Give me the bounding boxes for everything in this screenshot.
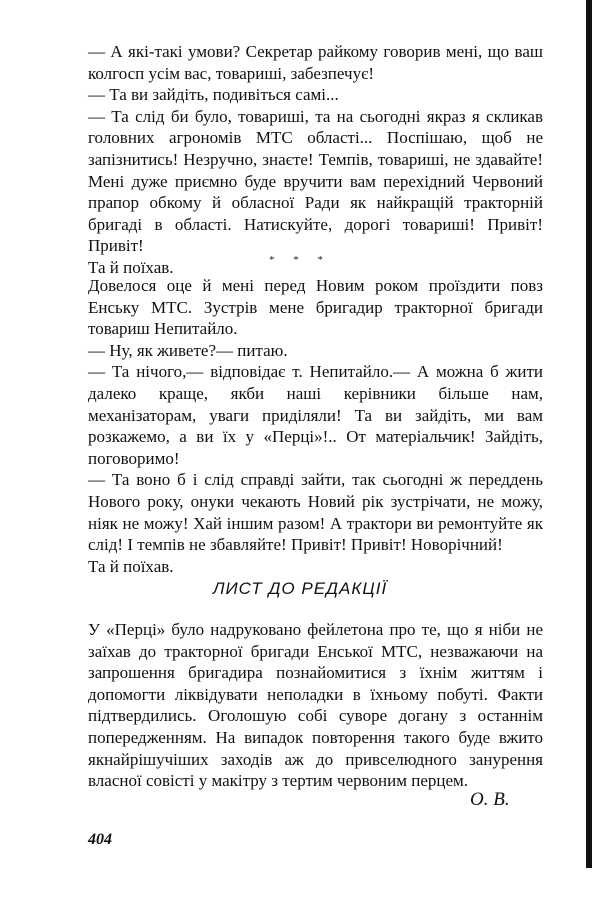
paragraph: Та й поїхав.: [88, 556, 174, 576]
letter-block: [88, 619, 543, 792]
paragraph: — Та слід би було, товариші, та на сьогодні якраз я скликав головних агрономів МТС області... Поспішаю, щоб не запізнитись! Незручно, знаєте! Темпів, товариші, не здавайте! Мені дуже приємно буде вручити вам перехідний Червоний прапор обкому й обласної Ради як найкращій тракторній бригаді в області. Натискуйте, дорогі товариші! Привіт! Привіт!: [88, 106, 543, 256]
paragraph: Довелося оце й мені перед Новим роком проїздити повз Енську МТС. Зустрів мене бригадир тракторної бригади товариш Непитайло.: [88, 276, 543, 339]
signature: О. В.: [470, 789, 510, 810]
paragraph: У «Перці» було надруковано фейлетона про те, що я ніби не заїхав до тракторної бригади Енської МТС, незважаючи на запрошення бригадира познайомитися з їхнім життям і допомогти ліквідувати неполадки в їхньому побуті. Факти підтвердились. Оголошую собі суворе догану з останнім попередженням. На випадок повторення такого буде вжито якнайрішучіших заходів аж до привселюдного занурення власної совісті у макітру з тертим червоним перцем.: [88, 620, 543, 791]
paragraph: — Та нічого,— відповідає т. Непитайло.— А можна б жити далеко краще, якби наші керівники більше нам, механізаторам, уваги приділяли! Та ви зайдіть, ми вам розкажемо, а ви їх у «Перці»!.. От матеріальчик! Зайдіть, поговоримо!: [88, 362, 543, 468]
section-title: ЛИСТ ДО РЕДАКЦІЇ: [212, 579, 388, 598]
paragraph: — А які-такі умови? Секретар райкому говорив мені, що ваш колгосп усім вас, товариші, забезпечує!: [88, 42, 543, 83]
paragraph: — Ну, як живете?— питаю.: [88, 340, 288, 360]
dialogue-block-1: [88, 41, 543, 279]
section-separator: * * *: [269, 254, 331, 266]
page-edge-bar: [586, 0, 592, 868]
dialogue-block-2: [88, 275, 543, 577]
paragraph: Та й поїхав.: [88, 257, 174, 277]
paragraph: — Та воно б і слід справді зайти, так сьогодні ж переддень Нового року, онуки чекають Новий рік зустрічати, не можу, ніяк не можу! Хай іншим разом! А трактори ви ремонтуйте як слід! І темпів не збавляйте! Привіт! Привіт! Новорічний!: [88, 470, 543, 555]
paragraph: — Та ви зайдіть, подивіться самі...: [88, 85, 339, 105]
page-number: 404: [88, 831, 112, 848]
